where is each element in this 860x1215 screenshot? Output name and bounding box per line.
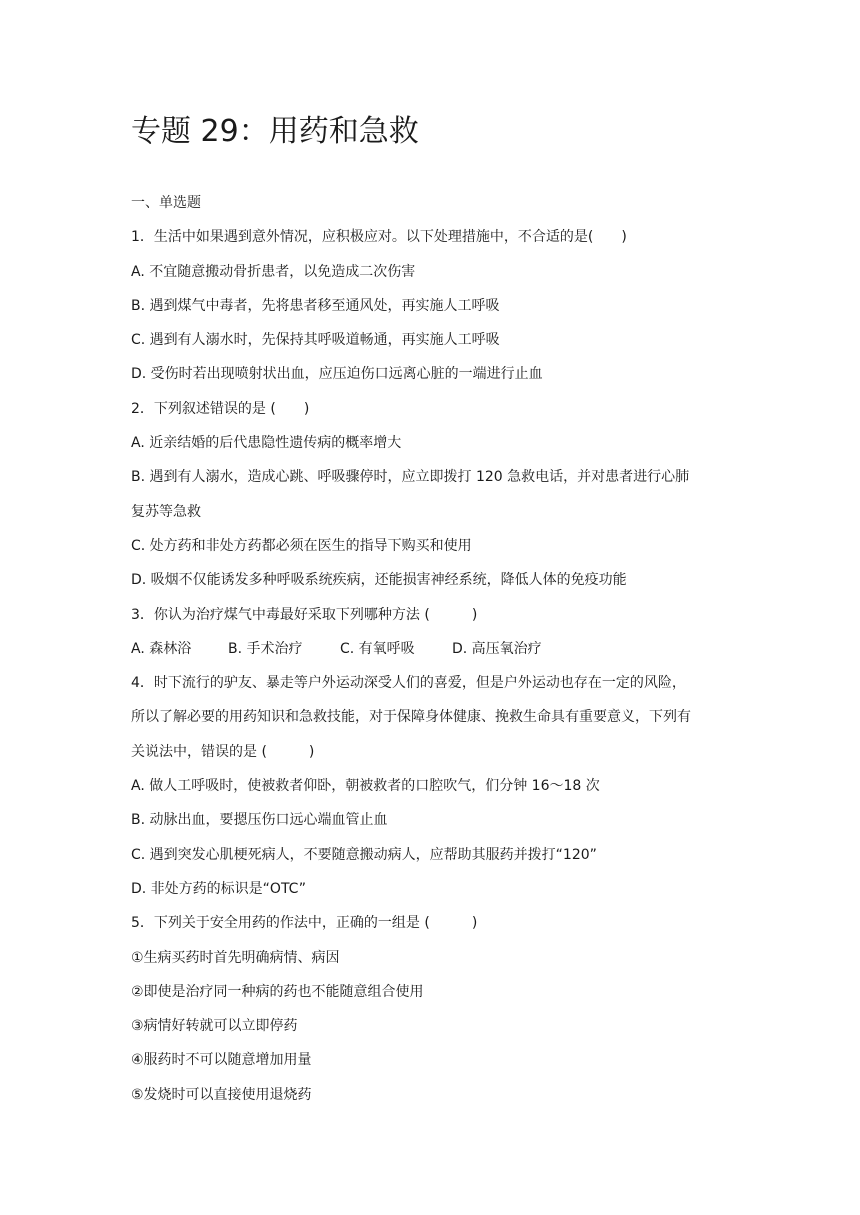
question-5-item-4: ④服药时不可以随意增加用量 xyxy=(131,1052,312,1069)
question-2-option-a: A. 近亲结婚的后代患隐性遗传病的概率增大 xyxy=(131,435,402,452)
question-2-stem: 2．下列叙述错误的是 ( ) xyxy=(131,400,310,417)
question-2-option-b-continued: 复苏等急救 xyxy=(131,503,201,520)
document-body xyxy=(131,186,741,1112)
question-1-option-c: C. 遇到有人溺水时，先保持其呼吸道畅通，再实施人工呼吸 xyxy=(131,332,500,349)
question-4-stem-line-3: 关说法中，错误的是 ( ) xyxy=(131,743,315,760)
question-2-option-d: D. 吸烟不仅能诱发多种呼吸系统疾病，还能损害神经系统，降低人体的免疫功能 xyxy=(131,572,627,589)
question-1-stem: 1．生活中如果遇到意外情况，应积极应对。以下处理措施中，不合适的是( ) xyxy=(131,229,627,246)
question-2-option-b: B. 遇到有人溺水，造成心跳、呼吸骤停时，应立即拨打 120 急救电话，并对患者进行心肺 xyxy=(131,469,690,486)
section-heading: 一、单选题 xyxy=(131,195,201,211)
question-4-option-b: B. 动脉出血，要摁压伤口远心端血管止血 xyxy=(131,812,388,829)
question-4-stem-line-2: 所以了解必要的用药知识和急救技能，对于保障身体健康、挽救生命具有重要意义，下列有 xyxy=(131,709,691,726)
question-4-stem-line-1: 4．时下流行的驴友、暴走等户外运动深受人们的喜爱，但是户外运动也存在一定的风险， xyxy=(131,675,686,692)
question-1-option-a: A. 不宜随意搬动骨折患者，以免造成二次伤害 xyxy=(131,263,416,280)
question-3-option-b: B. 手术治疗 xyxy=(228,640,303,657)
document-title: 专题 29：用药和急救 xyxy=(131,114,419,149)
question-1-option-b: B. 遇到煤气中毒者，先将患者移至通风处，再实施人工呼吸 xyxy=(131,297,500,314)
question-3-options xyxy=(131,632,741,666)
question-3-option-a: A. 森林浴 xyxy=(131,640,192,657)
question-3-stem: 3．你认为治疗煤气中毒最好采取下列哪种方法 ( ) xyxy=(131,606,478,623)
question-2-option-c: C. 处方药和非处方药都必须在医生的指导下购买和使用 xyxy=(131,537,472,554)
question-5-item-5: ⑤发烧时可以直接使用退烧药 xyxy=(131,1086,312,1103)
question-5-stem: 5．下列关于安全用药的作法中，正确的一组是 ( ) xyxy=(131,915,478,932)
question-5-item-2: ②即使是治疗同一种病的药也不能随意组合使用 xyxy=(131,983,424,1000)
question-5-item-3: ③病情好转就可以立即停药 xyxy=(131,1018,298,1035)
question-3-option-d: D. 高压氧治疗 xyxy=(452,640,542,657)
question-4-option-c: C. 遇到突发心肌梗死病人，不要随意搬动病人，应帮助其服药并拨打“120” xyxy=(131,846,597,863)
question-4-option-a: A. 做人工呼吸时，使被救者仰卧，朝被救者的口腔吹气，们分钟 16～18 次 xyxy=(131,778,600,795)
question-1-option-d: D. 受伤时若出现喷射状出血，应压迫伤口远离心脏的一端进行止血 xyxy=(131,366,543,383)
question-5-item-1: ①生病买药时首先明确病情、病因 xyxy=(131,949,340,966)
question-3-option-c: C. 有氧呼吸 xyxy=(340,640,415,657)
question-4-option-d: D. 非处方药的标识是“OTC” xyxy=(131,880,306,897)
